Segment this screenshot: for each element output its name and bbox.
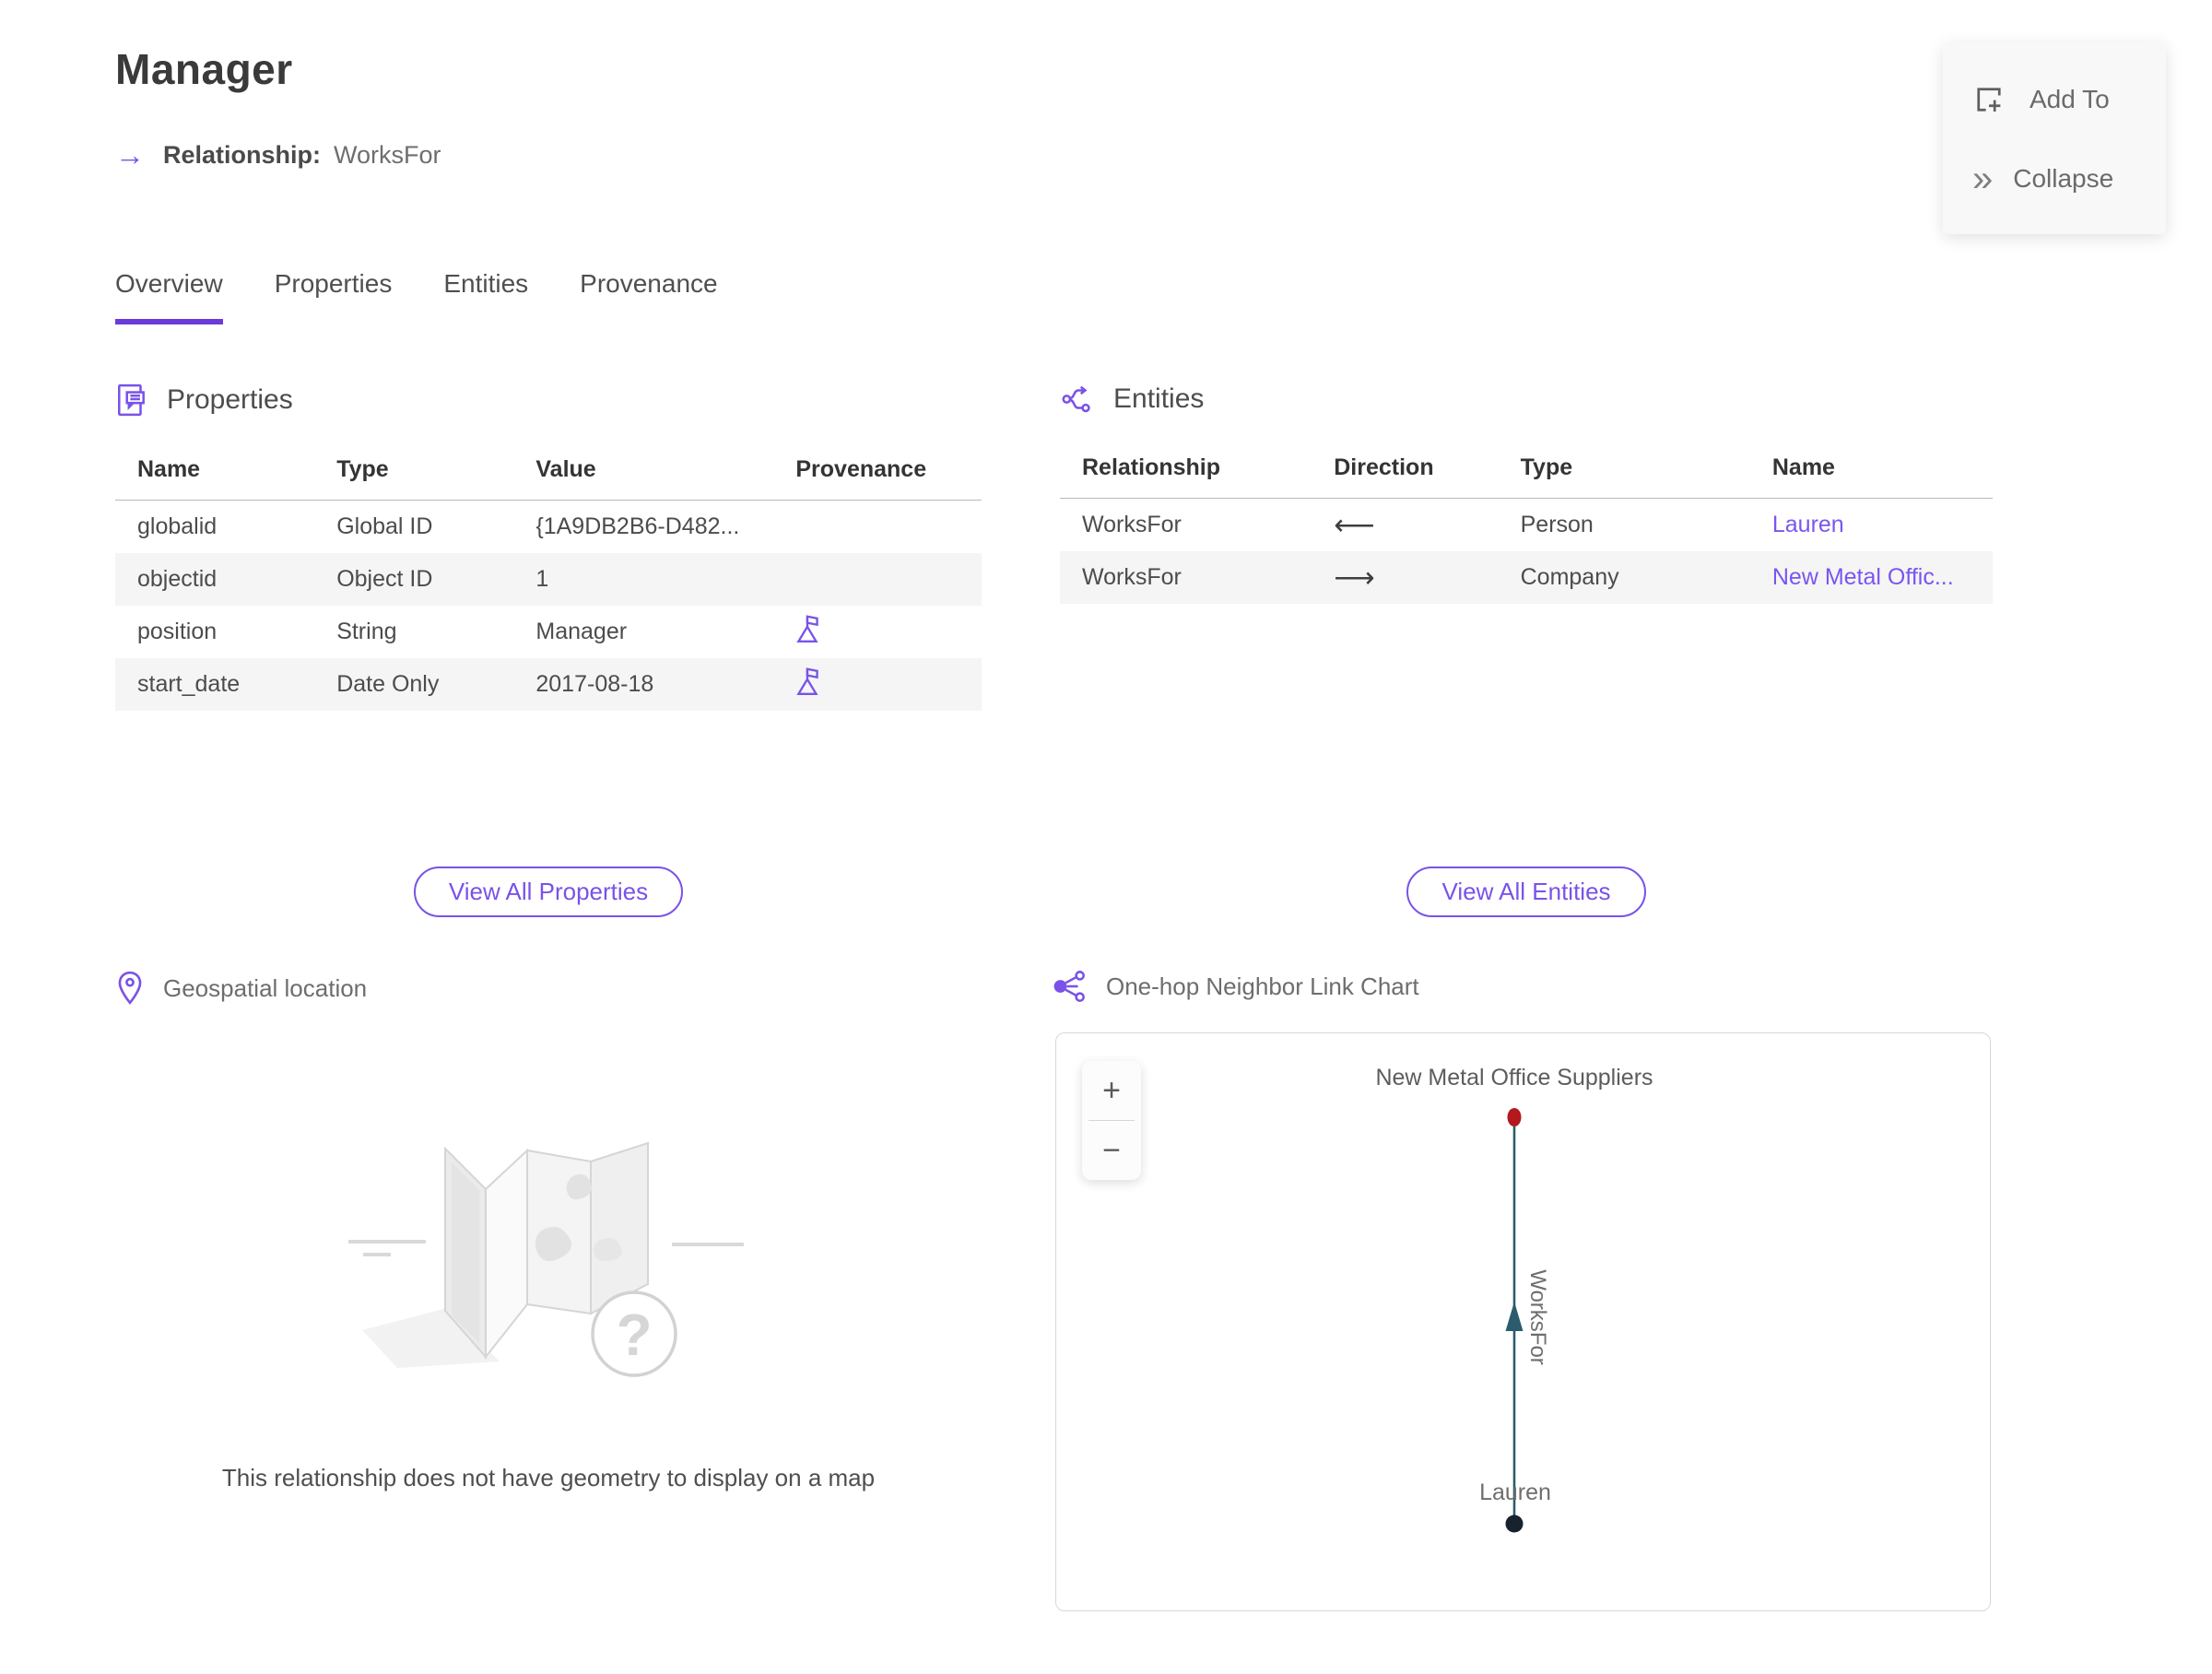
table-row — [1060, 499, 1993, 552]
table-row — [115, 658, 982, 711]
question-mark-icon: ? — [616, 1302, 653, 1368]
link-chart-canvas[interactable] — [1055, 1032, 1991, 1611]
property-name: objectid — [115, 553, 314, 606]
provenance-flag-icon[interactable] — [795, 666, 821, 697]
direction-arrow-left-icon: ⟵ — [1334, 508, 1375, 541]
property-name: position — [137, 619, 218, 644]
tab-properties[interactable]: Properties — [274, 269, 393, 298]
properties-col-name: Name — [115, 456, 314, 501]
property-value: Manager — [535, 619, 628, 644]
properties-section-header — [115, 383, 982, 418]
properties-actions — [115, 866, 982, 917]
property-value: 1 — [513, 553, 773, 606]
add-to-button[interactable] — [1943, 59, 2166, 140]
properties-table — [115, 456, 982, 711]
entities-col-name: Name — [1750, 454, 1993, 499]
provenance-flag-icon[interactable] — [795, 613, 821, 644]
entities-icon — [1060, 383, 1095, 416]
property-type: Date Only — [314, 658, 513, 711]
map-placeholder-illustration — [309, 1092, 788, 1401]
breadcrumb — [115, 140, 441, 170]
action-menu — [1943, 42, 2166, 234]
relationship-arrow-icon: → — [115, 138, 145, 171]
map-pin-icon — [115, 970, 145, 1007]
tab-overview[interactable]: Overview — [115, 269, 223, 324]
collapse-label: Collapse — [2013, 164, 2114, 193]
entity-relationship: WorksFor — [1082, 512, 1182, 537]
relationship-label: Relationship: — [163, 140, 322, 169]
entities-col-direction: Direction — [1312, 454, 1498, 499]
chart-zoom-control — [1082, 1061, 1141, 1180]
no-geometry-message: This relationship does not have geometry to display on a map — [221, 1464, 876, 1491]
edge-label: WorksFor — [1525, 1269, 1550, 1365]
worksfor-edge[interactable] — [1506, 1126, 1524, 1515]
properties-section-title: Properties — [167, 384, 293, 415]
link-chart-graph — [1056, 1033, 1990, 1610]
relationship-type-value: WorksFor — [334, 140, 441, 169]
property-provenance-cell — [773, 606, 982, 658]
geospatial-section-header — [115, 970, 367, 1007]
add-to-label: Add To — [2030, 85, 2110, 113]
entity-relationship: WorksFor — [1060, 551, 1312, 604]
link-chart-section-header — [1051, 970, 1419, 1003]
property-name: start_date — [115, 658, 314, 711]
property-provenance-cell — [773, 553, 982, 606]
geospatial-section-title: Geospatial location — [163, 973, 368, 1002]
add-to-icon — [1972, 83, 2006, 116]
view-all-entities-button[interactable]: View All Entities — [1406, 866, 1645, 917]
company-node[interactable] — [1508, 1108, 1522, 1126]
property-type: Object ID — [314, 553, 513, 606]
collapse-icon: » — [1972, 159, 1990, 199]
properties-icon — [115, 383, 148, 418]
table-row — [1060, 551, 1993, 604]
view-all-properties-button[interactable]: View All Properties — [414, 866, 683, 917]
entity-name-link[interactable]: New Metal Offic... — [1771, 564, 1954, 590]
collapse-button[interactable] — [1943, 140, 2166, 218]
entities-col-type: Type — [1499, 454, 1750, 499]
link-chart-section-title: One-hop Neighbor Link Chart — [1106, 972, 1419, 1000]
tab-provenance[interactable]: Provenance — [580, 269, 718, 298]
property-provenance-cell — [773, 501, 982, 554]
zoom-in-button[interactable]: + — [1082, 1061, 1141, 1120]
properties-col-value: Value — [513, 456, 773, 501]
entities-table — [1060, 454, 1993, 604]
zoom-out-button[interactable]: − — [1082, 1121, 1141, 1180]
person-node-label: Lauren — [1479, 1479, 1551, 1505]
table-row — [115, 501, 982, 554]
entity-name-link[interactable]: Lauren — [1771, 512, 1844, 537]
entities-section-header — [1060, 383, 1993, 416]
property-provenance-cell — [773, 658, 982, 711]
direction-arrow-right-icon: ⟶ — [1312, 551, 1498, 604]
property-name: globalid — [137, 513, 218, 539]
entity-type: Company — [1499, 551, 1750, 604]
edge-arrowhead-icon — [1506, 1302, 1524, 1331]
properties-col-provenance: Provenance — [773, 456, 982, 501]
properties-col-type: Type — [314, 456, 513, 501]
entities-actions — [1060, 866, 1993, 917]
entities-section — [1060, 383, 1993, 604]
tab-entities[interactable]: Entities — [443, 269, 529, 298]
page-title: Manager — [115, 45, 293, 93]
entities-section-title: Entities — [1113, 383, 1205, 414]
link-chart-icon — [1051, 970, 1088, 1003]
tab-bar — [115, 269, 718, 324]
entity-type: Person — [1520, 512, 1594, 537]
property-value: {1A9DB2B6-D482... — [535, 513, 740, 539]
property-value: 2017-08-18 — [513, 658, 773, 711]
table-row — [115, 553, 982, 606]
table-row — [115, 606, 982, 658]
entities-col-relationship: Relationship — [1060, 454, 1312, 499]
property-type: Global ID — [336, 513, 433, 539]
properties-section — [115, 383, 982, 711]
property-type: String — [336, 619, 397, 644]
company-node-label: New Metal Office Suppliers — [1375, 1065, 1653, 1090]
person-node[interactable] — [1506, 1515, 1524, 1533]
